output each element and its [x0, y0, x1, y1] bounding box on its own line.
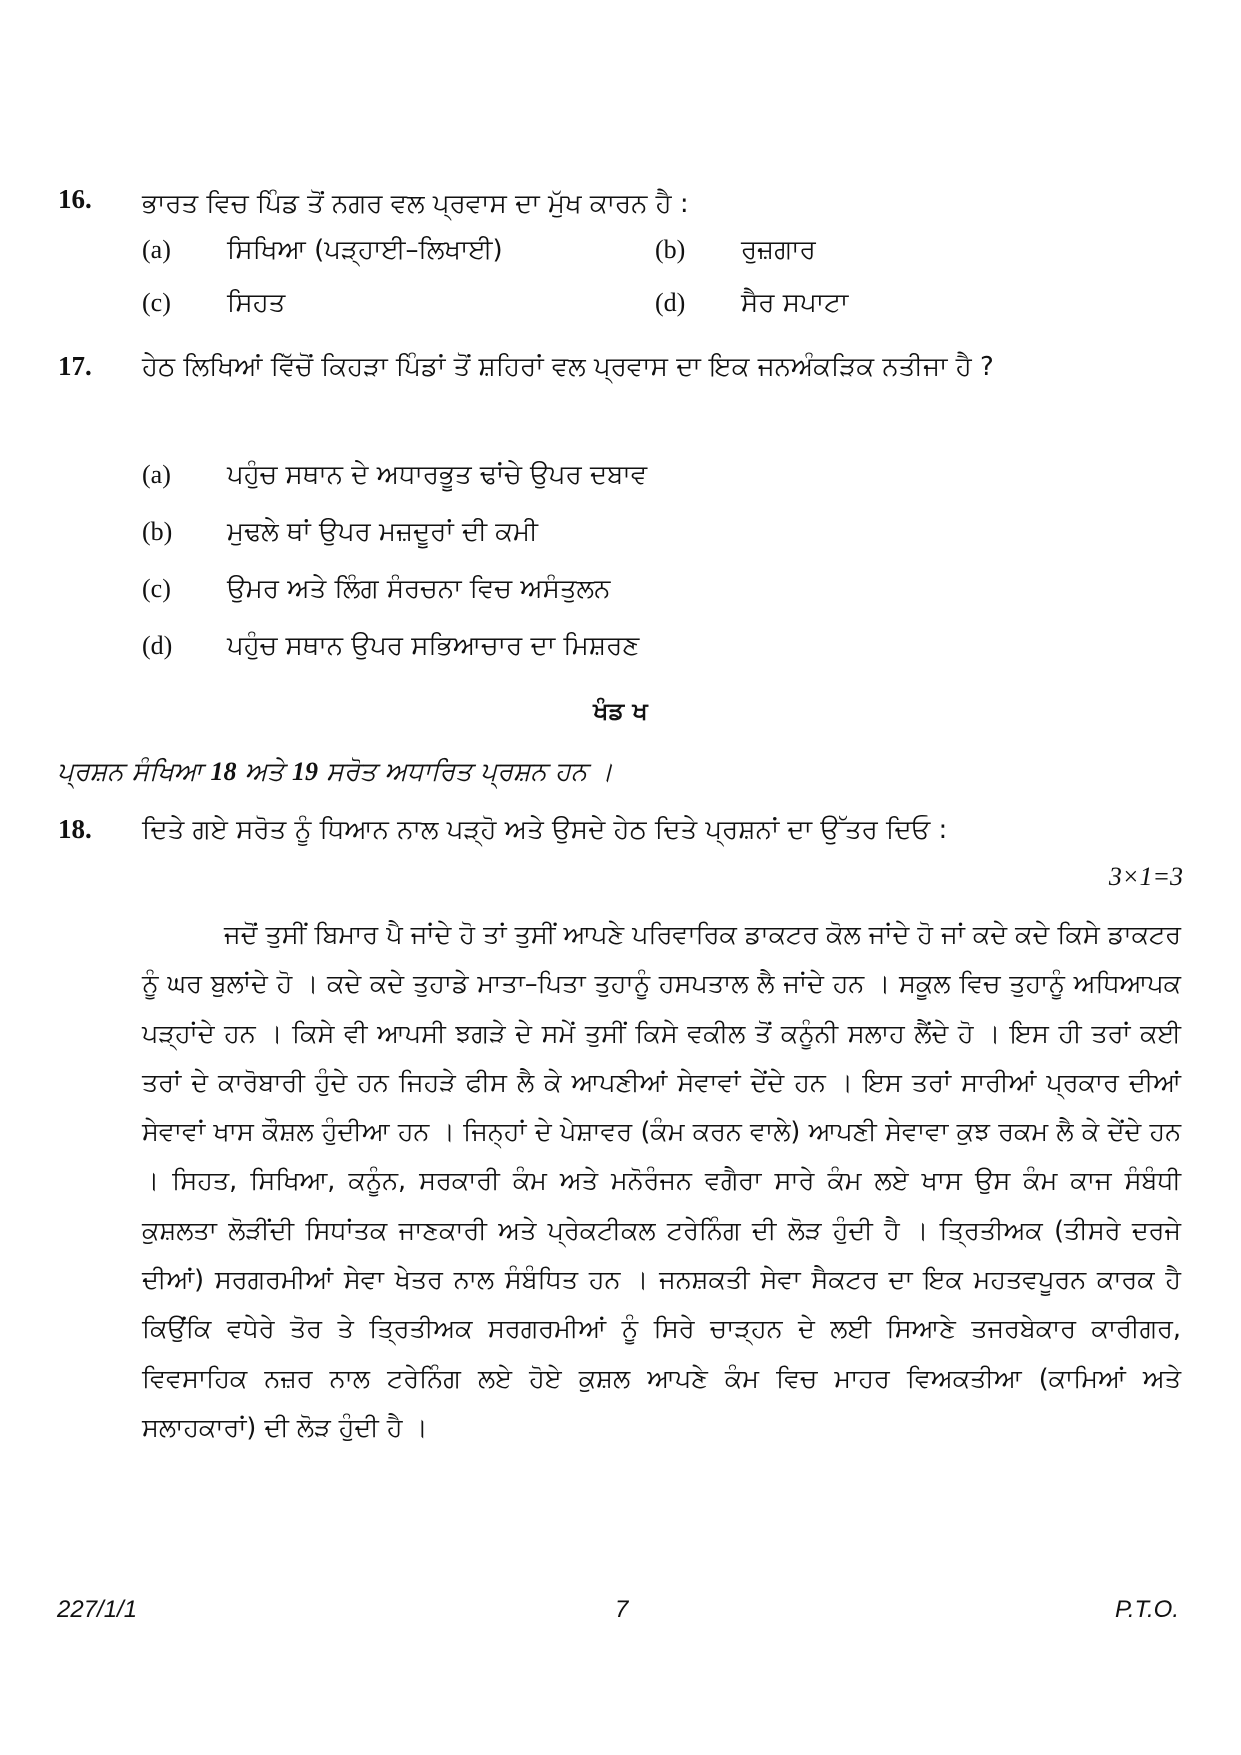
source-passage: ਜਦੋਂ ਤੁਸੀਂ ਬਿਮਾਰ ਪੈ ਜਾਂਦੇ ਹੋ ਤਾਂ ਤੁਸੀਂ ਆਪਣੇ ਪਰਿਵਾਰਿਕ ਡਾਕਟਰ ਕੋਲ ਜਾਂਦੇ ਹੋ ਜਾਂ ਕਦੇ ਕਦੇ ਕਿਸੇ ਡਾਕਟਰ ਨੂੰ ਘਰ ਬੁਲਾਂਦੇ ਹੋ । ਕਦੇ ਕਦੇ ਤੁਹਾਡੇ ਮਾਤਾ–ਪਿਤਾ ਤੁਹਾਨੂੰ ਹਸਪਤਾਲ ਲੈ ਜਾਂਦੇ ਹਨ । ਸਕੂਲ ਵਿਚ ਤੁਹਾਨੂੰ ਅਧਿਆਪਕ ਪੜ੍ਹਾਂਦੇ ਹਨ । ਕਿਸੇ ਵੀ ਆਪਸੀ ਝਗੜੇ ਦੇ ਸਮੇਂ ਤੁਸੀਂ ਕਿਸੇ ਵਕੀਲ ਤੋਂ ਕਨੂੰਨੀ ਸਲਾਹ ਲੈਂਦੇ ਹੋ । ਇਸ ਹੀ ਤਰਾਂ ਕਈ ਤਰਾਂ ਦੇ ਕਾਰੋਬਾਰੀ ਹੁੰਦੇ ਹਨ ਜਿਹੜੇ ਫੀਸ ਲੈ ਕੇ ਆਪਣੀਆਂ ਸੇਵਾਵਾਂ ਦੇਂਦੇ ਹਨ । ਇਸ ਤਰਾਂ ਸਾਰੀਆਂ ਪ੍ਰਕਾਰ ਦੀਆਂ ਸੇਵਾਵਾਂ ਖਾਸ ਕੌਸ਼ਲ ਹੁੰਦੀਆ ਹਨ । ਜਿਨ੍ਹਾਂ ਦੇ ਪੇਸ਼ਾਵਰ (ਕੰਮ ਕਰਨ ਵਾਲੇ) ਆਪਣੀ ਸੇਵਾਵਾ ਕੁਝ ਰਕਮ ਲੈ ਕੇ ਦੇਂਦੇ ਹਨ । ਸਿਹਤ, ਸਿਖਿਆ, ਕਨੂੰਨ, ਸਰਕਾਰੀ ਕੰਮ ਅਤੇ ਮਨੋਰੰਜਨ ਵਗੈਰਾ ਸਾਰੇ ਕੰਮ ਲਏ ਖਾਸ ਉਸ ਕੰਮ ਕਾਜ ਸੰਬੰਧੀ ਕੁਸ਼ਲਤਾ ਲੋੜੀਂਦੀ ਸਿਧਾਂਤਕ ਜਾਣਕਾਰੀ ਅਤੇ ਪ੍ਰੇਕਟੀਕਲ ਟਰੇਨਿੰਗ ਦੀ ਲੋੜ ਹੁੰਦੀ ਹੈ । ਤ੍ਰਿਤੀਅਕ (ਤੀਸਰੇ ਦਰਜੇ ਦੀਆਂ) ਸਰਗਰਮੀਆਂ ਸੇਵਾ ਖੇਤਰ ਨਾਲ ਸੰਬੰਧਿਤ ਹਨ । ਜਨਸ਼ਕਤੀ ਸੇਵਾ ਸੈਕਟਰ ਦਾ ਇਕ ਮਹਤਵਪੂਰਨ ਕਾਰਕ ਹੈ ਕਿਉਂਕਿ ਵਧੇਰੇ ਤੋਰ ਤੇ ਤ੍ਰਿਤੀਅਕ ਸਰਗਰਮੀਆਂ ਨੂੰ ਸਿਰੇ ਚਾੜ੍ਹਨ ਦੇ ਲਈ ਸਿਆਣੇ ਤਜਰਬੇਕਾਰ ਕਾਰੀਗਰ, ਵਿਵਸਾਹਿਕ ਨਜ਼ਰ ਨਾਲ ਟਰੇਨਿੰਗ ਲਏ ਹੋਏ ਕੁਸ਼ਲ ਆਪਣੇ ਕੰਮ ਵਿਚ ਮਾਹਰ ਵਿਅਕਤੀਆ (ਕਾਮਿਆਂ ਅਤੇ ਸਲਾਹਕਾਰਾਂ) ਦੀ ਲੋੜ ਹੁੰਦੀ ਹੈ ।	[142, 919, 1181, 1442]
paper-code: 227/1/1	[57, 1596, 138, 1623]
option-label: (d)	[142, 631, 173, 660]
page-number: 7	[615, 1596, 629, 1623]
instruction-number-1: 18	[210, 757, 237, 786]
section-heading: ਖੰਡ ਖ	[593, 697, 648, 725]
instruction-prefix: ਪ੍ਰਸ਼ਨ ਸੰਖਿਆ	[57, 757, 203, 787]
please-turn-over: P.T.O.	[1114, 1596, 1179, 1623]
section-instruction	[57, 752, 613, 792]
option-text: ਮੁਢਲੇ ਥਾਂ ਉਪਰ ਮਜ਼ਦੂਰਾਂ ਦੀ ਕਮੀ	[227, 517, 538, 547]
instruction-suffix: ਸਰੋਤ ਅਧਾਰਿਤ ਪ੍ਰਸ਼ਨ ਹਨ ।	[326, 757, 613, 787]
option-label: (b)	[655, 235, 686, 264]
option-label: (d)	[655, 288, 686, 317]
option-label: (a)	[142, 235, 171, 264]
instruction-and: ਅਤੇ	[244, 757, 284, 787]
question-number: 18.	[58, 814, 92, 844]
option-label: (c)	[142, 574, 171, 603]
marks-allocation: 3×1=3	[1108, 862, 1183, 891]
option-text: ਪਹੁੰਚ ਸਥਾਨ ਉਪਰ ਸਭਿਆਚਾਰ ਦਾ ਮਿਸ਼ਰਣ	[227, 631, 640, 661]
option-text: ਸਿਖਿਆ (ਪੜ੍ਹਾਈ–ਲਿਖਾਈ)	[227, 235, 503, 265]
question-text: ਹੇਠ ਲਿਖਿਆਂ ਵਿੱਚੋਂ ਕਿਹੜਾ ਪਿੰਡਾਂ ਤੋਂ ਸ਼ਹਿਰਾਂ ਵਲ ਪ੍ਰਵਾਸ ਦਾ ਇਕ ਜਨਅੰਕੜਿਕ ਨਤੀਜਾ ਹੈ ?	[142, 352, 994, 382]
option-text: ਸਿਹਤ	[227, 288, 286, 318]
option-text: ਸੈਰ ਸਪਾਟਾ	[741, 288, 849, 318]
option-label: (a)	[142, 460, 171, 489]
option-text: ਪਹੁੰਚ ਸਥਾਨ ਦੇ ਅਧਾਰਭੂਤ ਢਾਂਚੇ ਉਪਰ ਦਬਾਵ	[227, 460, 648, 490]
option-text: ਉਮਰ ਅਤੇ ਲਿੰਗ ਸੰਰਚਨਾ ਵਿਚ ਅਸੰਤੁਲਨ	[227, 574, 611, 604]
option-label: (c)	[142, 288, 171, 317]
instruction-number-2: 19	[292, 757, 318, 786]
question-text: ਦਿਤੇ ਗਏ ਸਰੋਤ ਨੂੰ ਧਿਆਨ ਨਾਲ ਪੜ੍ਹੋ ਅਤੇ ਉਸਦੇ ਹੇਠ ਦਿਤੇ ਪ੍ਰਸ਼ਨਾਂ ਦਾ ਉੱਤਰ ਦਿਓ :	[142, 815, 948, 845]
option-text: ਰੁਜ਼ਗਾਰ	[741, 235, 816, 265]
question-number: 16.	[58, 184, 92, 214]
question-text: ਭਾਰਤ ਵਿਚ ਪਿੰਡ ਤੋਂ ਨਗਰ ਵਲ ਪ੍ਰਵਾਸ ਦਾ ਮੁੱਖ ਕਾਰਨ ਹੈ :	[142, 189, 689, 219]
question-number: 17.	[58, 351, 92, 381]
option-label: (b)	[142, 517, 173, 546]
